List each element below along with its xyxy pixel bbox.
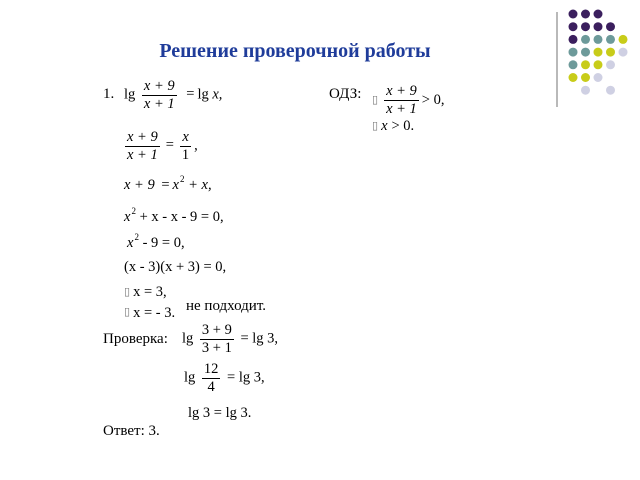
fraction (142, 79, 177, 111)
brace-icon: ▯ (372, 119, 379, 132)
rhs-lg: lg (197, 86, 209, 103)
roots-system (124, 285, 175, 320)
decorative-dot (594, 10, 603, 19)
decorative-dot (581, 22, 590, 31)
not-fit-note: не подходит. (186, 298, 266, 314)
brace-icon: ▯ (372, 93, 379, 106)
odz-relation-1: > 0, (421, 91, 445, 108)
odz-system (372, 84, 444, 134)
check2-den: 4 (207, 378, 215, 395)
numerator: x + 9 (143, 78, 175, 94)
check-label: Проверка: (103, 331, 168, 347)
brace-icon: ▯ (124, 285, 131, 298)
check2-num: 12 (203, 361, 219, 377)
decorative-dot (606, 60, 615, 69)
check2-rhs: = lg 3, (227, 369, 265, 386)
denominator: x + 1 (143, 95, 175, 112)
odz-fraction (384, 84, 419, 116)
step4-var: x (124, 209, 131, 225)
check-line-1 (182, 323, 278, 355)
step3-var: x (172, 177, 179, 193)
decorative-dot (581, 86, 590, 95)
decorative-dot (594, 48, 603, 57)
step-6: (x - 3)(x + 3) = 0, (124, 259, 227, 275)
brace-icon: ▯ (124, 306, 131, 319)
decorative-dot (581, 73, 590, 82)
decorative-dot (569, 73, 578, 82)
step2-rnum: x (182, 129, 189, 145)
exponent: 2 (179, 174, 185, 184)
step3-rest: + x, (188, 177, 212, 193)
lg-label: lg (182, 330, 194, 347)
check1-den: 3 + 1 (201, 339, 232, 356)
step-2 (122, 130, 198, 162)
decorative-dot (594, 73, 603, 82)
step2-tail: , (194, 137, 198, 154)
exponent: 2 (134, 232, 139, 242)
odz-relation-2: > 0. (391, 118, 415, 134)
step2-den: x + 1 (127, 146, 158, 163)
page-title: Решение проверочной работы (159, 40, 431, 62)
decorative-dot (619, 35, 628, 44)
decorative-dot (606, 35, 615, 44)
odz-label: ОДЗ: (329, 86, 362, 102)
step3-lhs: x + 9 (124, 177, 155, 193)
check1-num: 3 + 9 (201, 322, 232, 338)
decorative-dot (569, 10, 578, 19)
problem-number: 1. (103, 86, 115, 102)
decorative-dot (606, 22, 615, 31)
odz-var: x (381, 118, 388, 134)
check-line-3: lg 3 = lg 3. (188, 405, 252, 421)
decorative-dot (594, 60, 603, 69)
answer: Ответ: 3. (103, 423, 160, 439)
decorative-dot (594, 22, 603, 31)
odz-numerator: x + 9 (386, 83, 417, 99)
lg-label: lg (124, 86, 136, 103)
equals-sign: = (161, 177, 170, 193)
decorative-dot (619, 48, 628, 57)
lg-label: lg (184, 369, 196, 386)
equals-sign: = (186, 86, 195, 103)
check1-rhs: = lg 3, (240, 330, 279, 347)
main-equation (124, 79, 222, 111)
step-4 (124, 206, 224, 225)
decorative-dot (569, 22, 578, 31)
root-1: x = 3, (133, 284, 167, 300)
decorative-dot (606, 48, 615, 57)
equals-sign: = (165, 137, 174, 154)
decorative-dot (606, 86, 615, 95)
step-5 (127, 232, 185, 251)
decorative-dot (581, 10, 590, 19)
step4-rest: + x - x - 9 = 0, (139, 209, 224, 225)
root-2: x = - 3. (133, 304, 176, 321)
check-line-2 (184, 362, 265, 394)
step2-rden: 1 (181, 146, 190, 163)
rhs-var: x, (212, 86, 223, 103)
step5-rest: - 9 = 0, (142, 235, 185, 251)
exponent: 2 (131, 206, 136, 216)
step-3 (124, 174, 212, 193)
odz-denominator: x + 1 (386, 100, 417, 117)
step2-num: x + 9 (127, 129, 158, 145)
decorative-dot (594, 35, 603, 44)
step5-var: x (127, 235, 134, 251)
